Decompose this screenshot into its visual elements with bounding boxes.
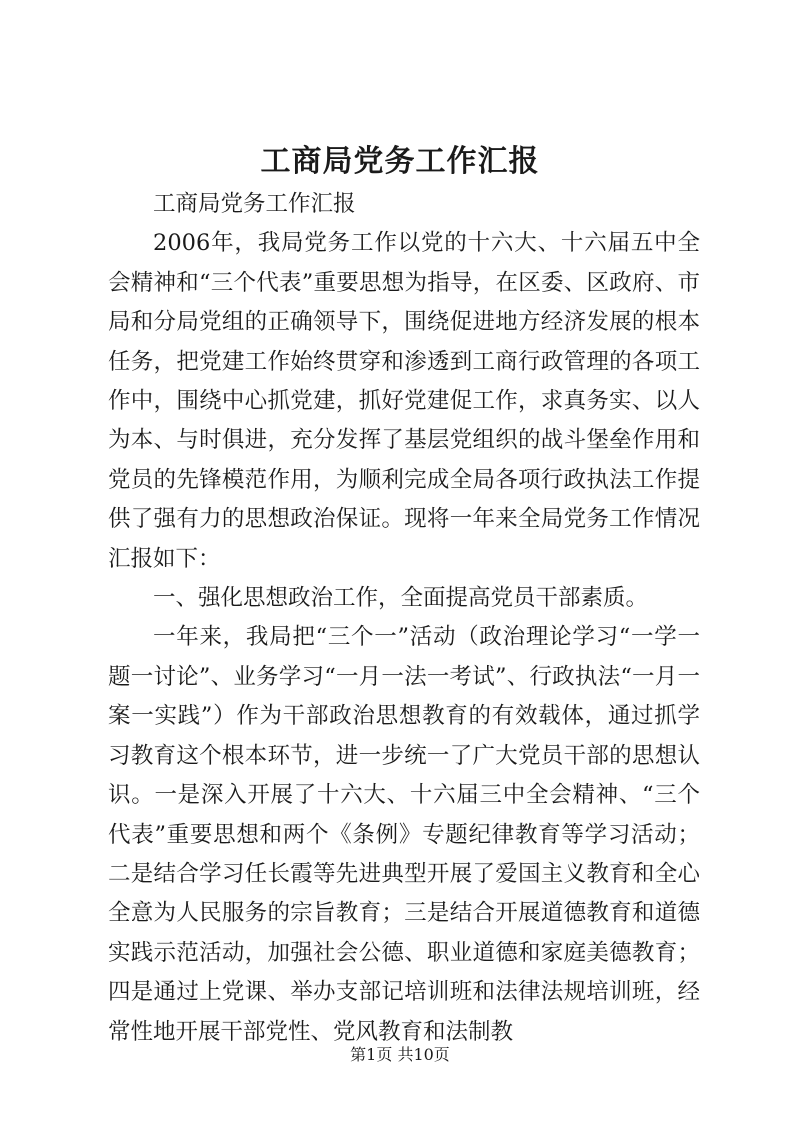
document-body (108, 185, 700, 1052)
document-title: 工商局党务工作汇报 (260, 144, 540, 179)
paragraph-section-1: 一年来，我局把“三个一”活动（政治理论学习“一学一题一讨论”、业务学习“一月一法一考试”、行政执法“一月一案一实践”）作为干部政治思想教育的有效载体，通过抓学习教育这个根本环节，进一步统一了广大党员干部的思想认识。一是深入开展了十六大、十六届三中全会精神、“三个代表”重要思想和两个《条例》专题纪律教育等学习活动；二是结合学习任长霞等先进典型开展了爱国主义教育和全心全意为人民服务的宗旨教育；三是结合开展道德教育和道德实践示范活动，加强社会公德、职业道德和家庭美德教育；四是通过上党课、举办支部记培训班和法律法规培训班，经常性地开展干部党性、党风教育和法制教 (108, 624, 700, 1045)
section-heading: 一、强化思想政治工作，全面提高党员干部素质。 (153, 585, 649, 612)
paragraph-subtitle: 工商局党务工作汇报 (153, 191, 356, 217)
page-number-footer: 第1页 共10页 (350, 1045, 450, 1064)
paragraph-intro: 2006年，我局党务工作以党的十六大、十六届五中全会精神和“三个代表”重要思想为指导，在区委、区政府、市局和分局党组的正确领导下，围绕促进地方经济发展的根本任务，把党建工作始终贯穿和渗透到工商行政管理的各项工作中，围绕中心抓党建，抓好党建促工作，求真务实、以人为本、与时俱进，充分发挥了基层党组织的战斗堡垒作用和党员的先锋模范作用，为顺利完成全局各项行政执法工作提供了强有力的思想政治保证。现将一年来全局党务工作情况汇报如下： (108, 230, 700, 572)
